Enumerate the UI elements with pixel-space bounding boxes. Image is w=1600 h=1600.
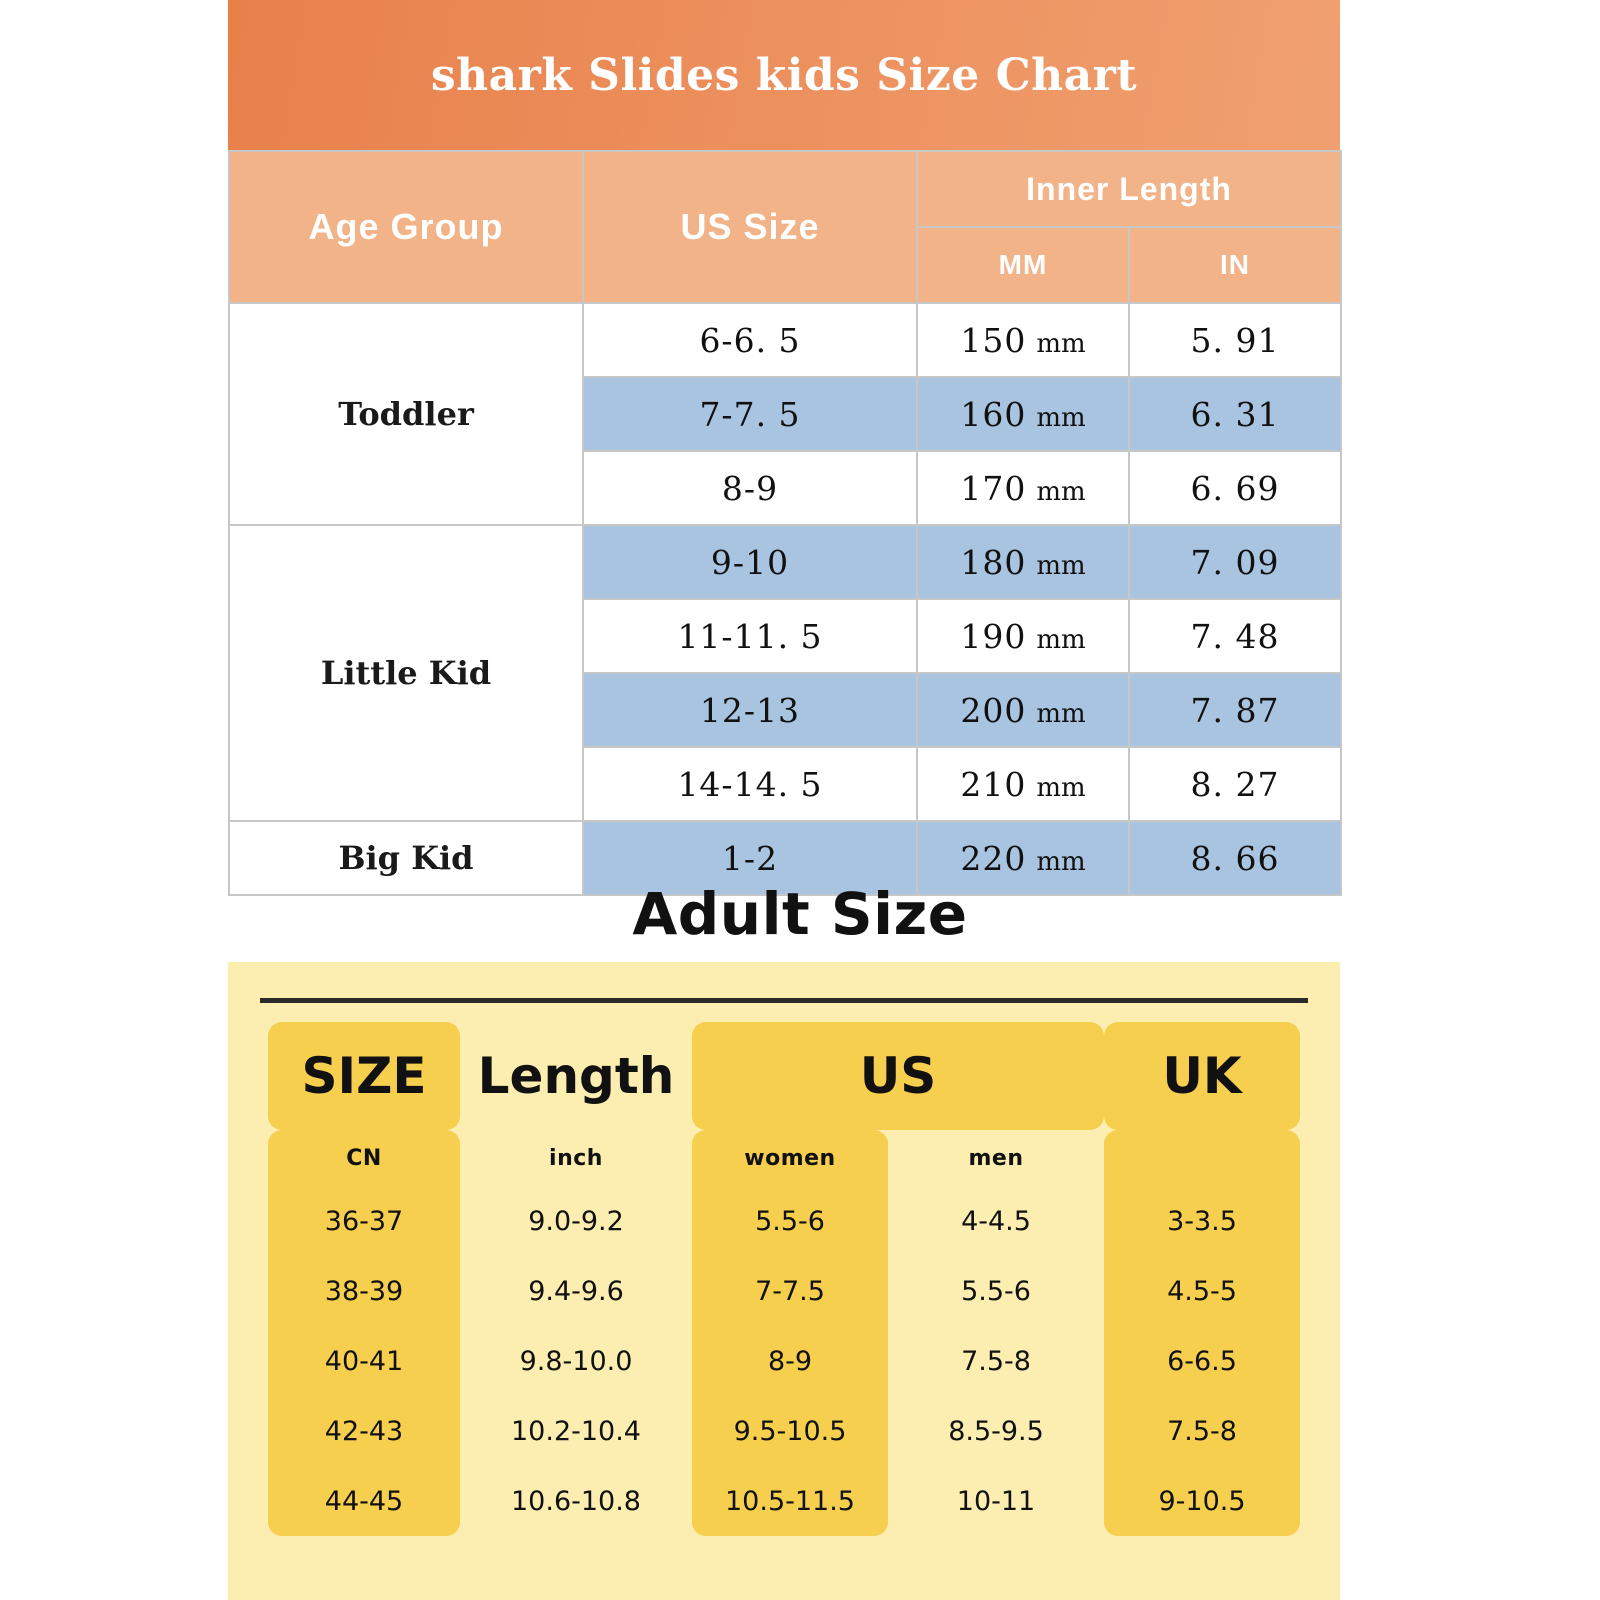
kids-size-table [228, 150, 1342, 896]
mm-value: 210 [960, 764, 1027, 804]
header-inner-length: Inner Length [917, 151, 1341, 227]
mm-unit: mm [1036, 550, 1086, 581]
mm-value: 200 [960, 690, 1027, 730]
us-size-cell: 14-14. 5 [583, 747, 917, 821]
adult-header-row [228, 1022, 1340, 1130]
mm-unit: mm [1036, 328, 1086, 359]
us-size-cell: 8-9 [583, 451, 917, 525]
mm-cell [917, 673, 1129, 747]
uk-cell: 7.5-8 [1104, 1396, 1300, 1466]
us-size-cell: 6-6. 5 [583, 303, 917, 377]
mm-cell [917, 599, 1129, 673]
in-cell: 8. 66 [1129, 821, 1341, 895]
men-cell: 8.5-9.5 [948, 1415, 1044, 1447]
us-size-cell: 1-2 [583, 821, 917, 895]
mm-unit: mm [1036, 402, 1086, 433]
header-uk: UK [1104, 1022, 1300, 1130]
inch-cell: 10.6-10.8 [511, 1485, 641, 1517]
us-size-cell: 12-13 [583, 673, 917, 747]
header-mm: MM [917, 227, 1129, 303]
men-cell: 4-4.5 [961, 1205, 1031, 1237]
subheader-cn: CN [268, 1130, 460, 1186]
cn-cell: 44-45 [268, 1466, 460, 1536]
mm-unit: mm [1036, 846, 1086, 877]
women-cell: 10.5-11.5 [692, 1466, 888, 1536]
header-length: Length [477, 1047, 675, 1105]
men-cell: 5.5-6 [961, 1275, 1031, 1307]
adult-table-row [228, 1256, 1340, 1326]
subheader-uk [1104, 1130, 1300, 1186]
mm-unit: mm [1036, 624, 1086, 655]
mm-cell [917, 525, 1129, 599]
mm-value: 220 [960, 838, 1027, 878]
cn-cell: 38-39 [268, 1256, 460, 1326]
mm-unit: mm [1036, 476, 1086, 507]
header-in: IN [1129, 227, 1341, 303]
kids-chart-title: shark Slides kids Size Chart [228, 0, 1340, 150]
us-size-cell: 11-11. 5 [583, 599, 917, 673]
mm-value: 190 [960, 616, 1027, 656]
women-cell: 5.5-6 [692, 1186, 888, 1256]
men-cell: 7.5-8 [961, 1345, 1031, 1377]
cn-cell: 40-41 [268, 1326, 460, 1396]
women-cell: 8-9 [692, 1326, 888, 1396]
mm-value: 160 [960, 394, 1027, 434]
adult-table-row [228, 1466, 1340, 1536]
table-header-row [229, 151, 1341, 227]
mm-cell [917, 377, 1129, 451]
header-age-group: Age Group [229, 151, 583, 303]
inch-cell: 10.2-10.4 [511, 1415, 641, 1447]
table-row [229, 525, 1341, 599]
mm-unit: mm [1036, 772, 1086, 803]
age-group-toddler: Toddler [229, 303, 583, 525]
in-cell: 7. 87 [1129, 673, 1341, 747]
uk-cell: 6-6.5 [1104, 1326, 1300, 1396]
in-cell: 7. 48 [1129, 599, 1341, 673]
divider [260, 998, 1308, 1003]
adult-size-table [228, 1022, 1340, 1536]
in-cell: 6. 69 [1129, 451, 1341, 525]
age-group-little-kid: Little Kid [229, 525, 583, 821]
uk-cell: 9-10.5 [1104, 1466, 1300, 1536]
mm-cell [917, 451, 1129, 525]
subheader-inch: inch [549, 1145, 603, 1171]
us-size-cell: 7-7. 5 [583, 377, 917, 451]
women-cell: 7-7.5 [692, 1256, 888, 1326]
mm-value: 150 [960, 320, 1027, 360]
in-cell: 8. 27 [1129, 747, 1341, 821]
adult-table-row [228, 1326, 1340, 1396]
kids-size-chart [228, 0, 1340, 896]
table-row [229, 303, 1341, 377]
header-us: US [692, 1022, 1104, 1130]
in-cell: 7. 09 [1129, 525, 1341, 599]
adult-table-row [228, 1186, 1340, 1256]
mm-unit: mm [1036, 698, 1086, 729]
adult-subheader-row [228, 1130, 1340, 1186]
uk-cell: 4.5-5 [1104, 1256, 1300, 1326]
inch-cell: 9.4-9.6 [528, 1275, 624, 1307]
header-us-size: US Size [583, 151, 917, 303]
mm-value: 180 [960, 542, 1027, 582]
us-size-cell: 9-10 [583, 525, 917, 599]
adult-size-chart [228, 962, 1340, 1600]
mm-cell [917, 303, 1129, 377]
cn-cell: 42-43 [268, 1396, 460, 1466]
adult-table-row [228, 1396, 1340, 1466]
header-size: SIZE [268, 1022, 460, 1130]
women-cell: 9.5-10.5 [692, 1396, 888, 1466]
mm-cell [917, 747, 1129, 821]
age-group-big-kid: Big Kid [229, 821, 583, 895]
mm-value: 170 [960, 468, 1027, 508]
inch-cell: 9.0-9.2 [528, 1205, 624, 1237]
subheader-men: men [968, 1145, 1024, 1171]
adult-section-title: Adult Size [632, 880, 968, 948]
cn-cell: 36-37 [268, 1186, 460, 1256]
in-cell: 6. 31 [1129, 377, 1341, 451]
inch-cell: 9.8-10.0 [519, 1345, 633, 1377]
subheader-women: women [692, 1130, 888, 1186]
uk-cell: 3-3.5 [1104, 1186, 1300, 1256]
men-cell: 10-11 [956, 1485, 1036, 1517]
in-cell: 5. 91 [1129, 303, 1341, 377]
